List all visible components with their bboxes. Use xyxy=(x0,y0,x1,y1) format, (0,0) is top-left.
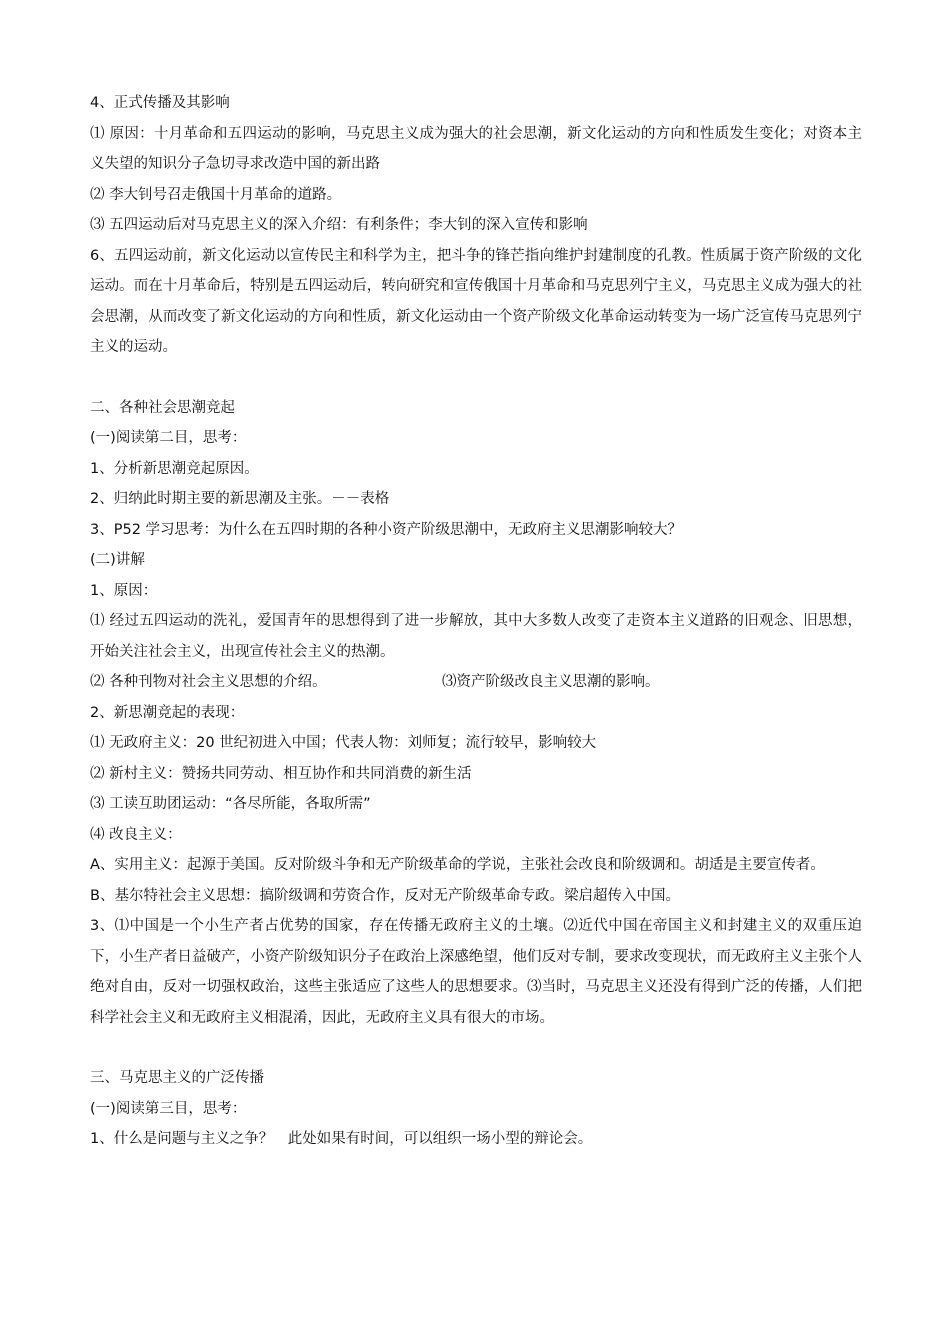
part-2-show-b: B、基尔特社会主义思想：搞阶级调和劳资合作，反对无产阶级革命专政。梁启超传入中国。 xyxy=(90,887,680,904)
part-3-heading: 三、马克思主义的广泛传播 xyxy=(90,1070,264,1086)
section-4-title: 4、正式传播及其影响 xyxy=(90,95,230,111)
part-2-show-3: ⑶ 工读互助团运动：“各尽所能，各取所需” xyxy=(90,796,371,812)
section-4-li-dazhao: ⑵ 李大钊号召走俄国十月革命的道路。 xyxy=(90,186,342,203)
part-2-question-2: 2、归纳此时期主要的新思潮及主张。－－表格 xyxy=(90,491,390,507)
part-2-show-4: ⑷ 改良主义： xyxy=(90,826,182,843)
paragraph-gap xyxy=(90,1033,862,1063)
part-2-show-2: ⑵ 新村主义：赞扬共同劳动、相互协作和共同消费的新生活 xyxy=(90,765,472,782)
part-2-read-heading: (一)阅读第二目，思考： xyxy=(90,430,247,446)
part-2-cause-2: ⑵ 各种刊物对社会主义思想的介绍。 xyxy=(90,674,327,690)
part-2-heading: 二、各种社会思潮竞起 xyxy=(90,399,235,416)
part-2-show-a: A、实用主义：起源于美国。反对阶级斗争和无产阶级革命的学说，主张社会改良和阶级调和。胡适是主要宣传者。 xyxy=(90,857,825,873)
part-2-answer-3: 3、⑴中国是一个小生产者占优势的国家，存在传播无政府主义的土壤。⑵近代中国在帝国主义和封建主义的双重压迫下，小生产者日益破产，小资产阶级知识分子在政治上深感绝望，他们反对专制，要求改变现状，而无政府主义主张个人绝对自由，反对一切强权政治，这些主张适应了这些人的思想要求。⑶当时，马克思主义还没有得到广泛的传播，人们把科学社会主义和无政府主义相混淆，因此，无政府主义具有很大的市场。 xyxy=(90,918,862,1026)
part-2-show-1: ⑴ 无政府主义：20 世纪初进入中国；代表人物：刘师复；流行较早，影响较大 xyxy=(90,735,597,751)
part-2-show-title: 2、新思潮竞起的表现： xyxy=(90,704,245,721)
part-3-read-heading: (一)阅读第三目，思考： xyxy=(90,1100,247,1117)
part-3-question-1: 1、什么是问题与主义之争？ 此处如果有时间，可以组织一场小型的辩论会。 xyxy=(90,1131,593,1147)
document-page xyxy=(90,88,862,1155)
section-6-paragraph: 6、五四运动前，新文化运动以宣传民主和科学为主，把斗争的锋芒指向维护封建制度的孔教。性质属于资产阶级的文化运动。而在十月革命后，特别是五四运动后，转向研究和宣传俄国十月革命和马克思列宁主义，马克思主义成为强大的社会思潮，从而改变了新文化运动的方向和性质，新文化运动由一个资产阶级文化革命运动转变为一场广泛宣传马克思列宁主义的运动。 xyxy=(90,247,862,355)
part-2-cause-2-3-row xyxy=(90,667,862,698)
section-4-reason: ⑴ 原因：十月革命和五四运动的影响，马克思主义成为强大的社会思潮，新文化运动的方向和性质发生变化；对资本主义失望的知识分子急切寻求改造中国的新出路 xyxy=(90,125,862,172)
section-4-deep-intro: ⑶ 五四运动后对马克思主义的深入介绍：有利条件；李大钊的深入宣传和影响 xyxy=(90,217,588,233)
part-2-explain-heading: (二)讲解 xyxy=(90,552,145,568)
part-2-cause-1: ⑴ 经过五四运动的洗礼，爱国青年的思想得到了进一步解放，其中大多数人改变了走资本主义道路的旧观念、旧思想，开始关注社会主义，出现宣传社会主义的热潮。 xyxy=(90,613,862,660)
part-2-cause-3: ⑶资产阶级改良主义思潮的影响。 xyxy=(442,674,660,690)
paragraph-gap xyxy=(90,363,862,393)
part-2-question-3: 3、P52 学习思考：为什么在五四时期的各种小资产阶级思潮中，无政府主义思潮影响较大？ xyxy=(90,521,683,538)
part-2-question-1: 1、分析新思潮竞起原因。 xyxy=(90,460,259,477)
part-2-cause-title: 1、原因： xyxy=(90,582,158,599)
